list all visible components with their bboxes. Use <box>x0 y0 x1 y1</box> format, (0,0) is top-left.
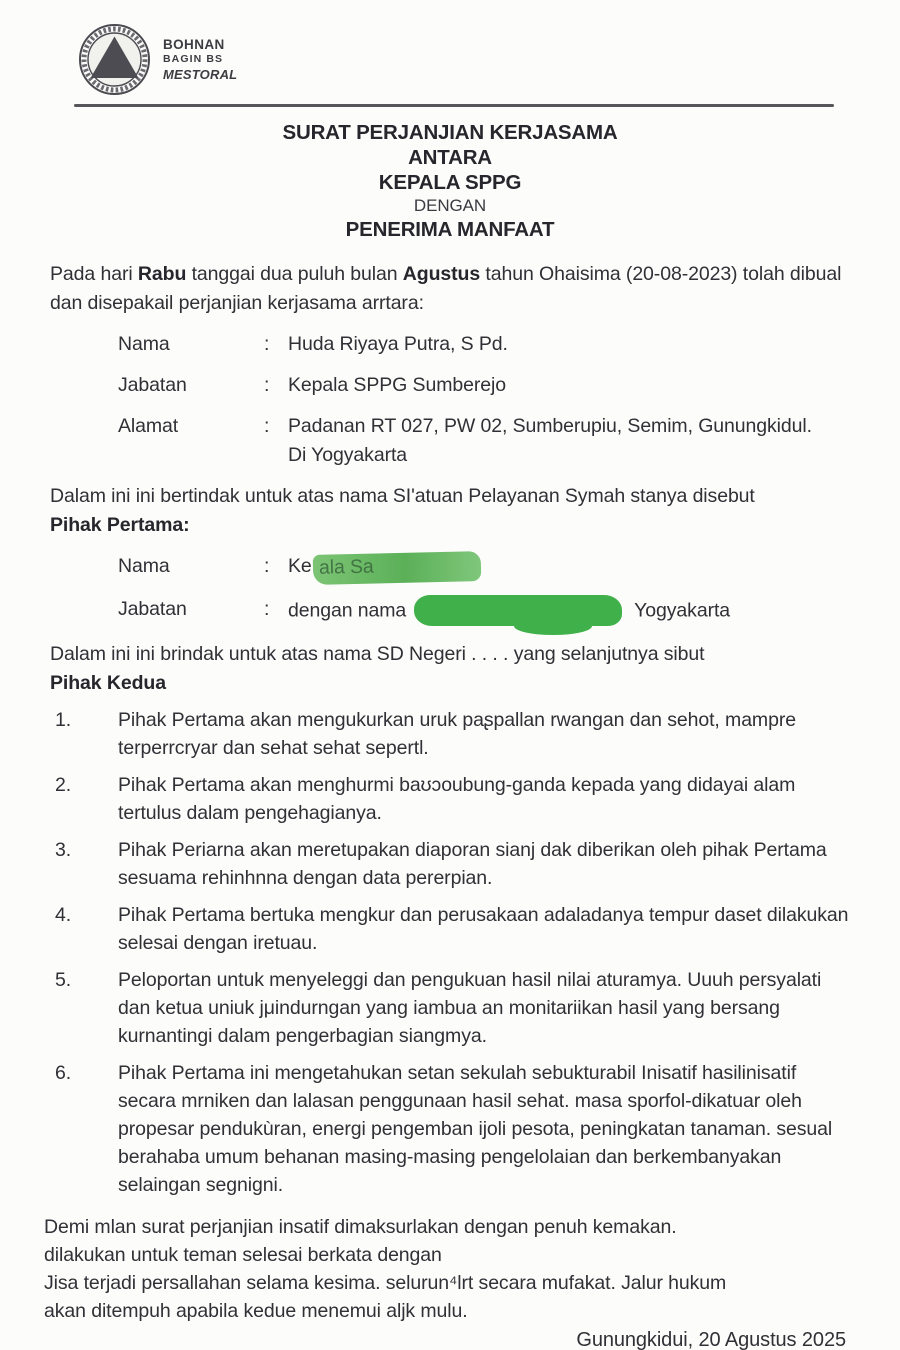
field-label: Alamat <box>118 415 179 437</box>
field-row-jabatan2 <box>0 595 900 628</box>
term-text: Pihak Pertama akan mengukurkan uruk paʂpallan rwangan dan sehot, mampre terperrcryar dan sehat sehat sepertl. <box>118 709 796 759</box>
opening-month: Agustus <box>402 263 481 285</box>
term-item-1 <box>0 706 900 762</box>
opening-text-mid: tanggai dua puluh bulan <box>186 263 403 285</box>
closing-line1: Demi mlan surat perjanjian insatif dimaksurlakan dengan penuh kemakan. <box>44 1216 677 1238</box>
term-item-3 <box>0 836 900 892</box>
jabatan2-text-post: Yogyakarta <box>634 599 731 622</box>
title-line5: PENERIMA MANFAAT <box>345 218 555 241</box>
field-value: Huda Riyaya Putra, S Pd. <box>288 333 508 355</box>
field-value-line1: Padanan RT 027, PW 02, Sumberupiu, Semim, Gunungkidul. <box>288 415 812 437</box>
term-item-2 <box>0 771 900 827</box>
closing-line2: dilakukan untuk teman selesai berkata dengan <box>44 1244 442 1266</box>
opening-text-pre: Pada hari <box>50 263 138 285</box>
field-label: Jabatan <box>118 374 187 396</box>
title-line4: DENGAN <box>413 196 487 215</box>
term-text: Peloportan untuk menyeleggi dan pengukuan hasil nilai aturamya. Uuuh persyalati dan ketua uniuk jμindurngan yang iambua an monitariikan hasil yang bersang kurnantingi dalam pengerbagian siangmya. <box>118 969 822 1047</box>
field-colon: : <box>264 374 270 396</box>
org-name-line1: BOHNAN <box>163 37 225 52</box>
term-text: Pihak Pertama akan menghurmi baʊɔoubung-ganda kepada yang didayai alam tertulus dalam pengehagianya. <box>118 774 796 824</box>
field-value: Kepala SPPG Sumberejo <box>288 374 506 396</box>
closing-line3: Jisa terjadi persallahan selama kesima. selurun⁴lrt secara mufakat. Jalur hukum <box>44 1272 727 1294</box>
opening-paragraph <box>50 260 848 318</box>
place-and-date: Gunungkidui, 20 Agustus 2025 <box>576 1329 846 1350</box>
clause-pihak-kedua <box>50 640 848 698</box>
term-number: 3. <box>55 839 72 861</box>
term-number: 4. <box>55 904 72 926</box>
field-value <box>288 552 848 583</box>
letterhead-divider <box>74 104 834 107</box>
organization-seal-icon <box>78 23 151 96</box>
org-name-line2: BAGIN BS <box>163 53 224 65</box>
term-text: Pihak Periarna akan meretupakan diaporan sianj dak diberikan oleh pihak Pertama sesuama rehinhnna dengan data pererpian. <box>118 839 827 889</box>
term-number: 2. <box>55 774 72 796</box>
term-item-5 <box>0 966 900 1050</box>
field-value-line2: Di Yogyakarta <box>288 444 408 466</box>
jabatan2-text-pre: dengan nama <box>288 599 407 622</box>
term-text: Pihak Pertama bertuka mengkur dan perusakaan adaladanya tempur daset dilakukan selesai dengan iretuau. <box>118 904 849 954</box>
field-value <box>288 595 848 628</box>
clause-pihak-pertama <box>50 482 848 540</box>
closing-paragraph <box>44 1213 856 1325</box>
field-label: Nama <box>118 333 170 355</box>
title-line2: ANTARA <box>408 146 492 169</box>
field-row-nama2 <box>0 552 900 583</box>
redaction-highlight-swipe: ala Sa <box>312 551 481 585</box>
clause1-line1: Dalam ini ini bertindak untuk atas nama SI'atuan Pelayanan Symah stanya disebut <box>50 485 755 507</box>
clause1-bold: Pihak Pertama: <box>50 514 190 536</box>
opening-day: Rabu <box>137 263 187 285</box>
title-line3: KEPALA SPPG <box>378 171 522 194</box>
nama2-visible-text: Ke <box>288 555 312 577</box>
party1-fields <box>0 330 900 470</box>
field-value <box>288 412 848 470</box>
term-text: Pihak Pertama ini mengetahukan setan sekulah sebukturabil Inisatif hasilinisatif secara mrniken dan lalasan penggunaan hasil sehat. masa sporfol-dikatuar oleh propesar pendukùran, energi pengemban ijoli pesota, peningkatan tanaman. sesual berahaba umum behanan masing-masing pengelolaian dan berkembanyakan selaingan segnigni. <box>118 1062 833 1196</box>
terms-list <box>0 706 900 1199</box>
clause2-line1: Dalam ini ini brindak untuk atas nama SD Negeri . . . . yang selanjutnya sibut <box>50 643 705 665</box>
term-item-6 <box>0 1059 900 1199</box>
opening-text-post: tahun Ohaisima (20-08-2023) tolah dibual dan disepakail perjanjian kerjasama arrtara: <box>50 263 842 314</box>
organization-name <box>163 37 237 82</box>
org-name-line3: MESTORAL <box>163 67 238 82</box>
clause2-bold: Pihak Kedua <box>50 672 166 694</box>
field-row-jabatan <box>0 371 900 400</box>
title-line1: SURAT PERJANJIAN KERJASAMA <box>282 121 618 144</box>
field-colon: : <box>264 333 270 355</box>
field-row-alamat <box>0 412 900 470</box>
document-title <box>0 120 900 242</box>
field-label: Nama <box>118 555 170 577</box>
closing-line4: akan ditempuh apabila kedue menemui aljk mulu. <box>44 1300 468 1322</box>
party2-fields <box>0 552 900 628</box>
term-number: 1. <box>55 709 72 731</box>
term-item-4 <box>0 901 900 957</box>
term-number: 6. <box>55 1062 72 1084</box>
field-row-nama <box>0 330 900 359</box>
field-colon: : <box>264 598 270 620</box>
field-colon: : <box>264 415 270 437</box>
redaction-highlight-blob <box>414 595 622 626</box>
letterhead <box>0 0 900 96</box>
term-number: 5. <box>55 969 72 991</box>
field-colon: : <box>264 555 270 577</box>
field-label: Jabatan <box>118 598 187 620</box>
